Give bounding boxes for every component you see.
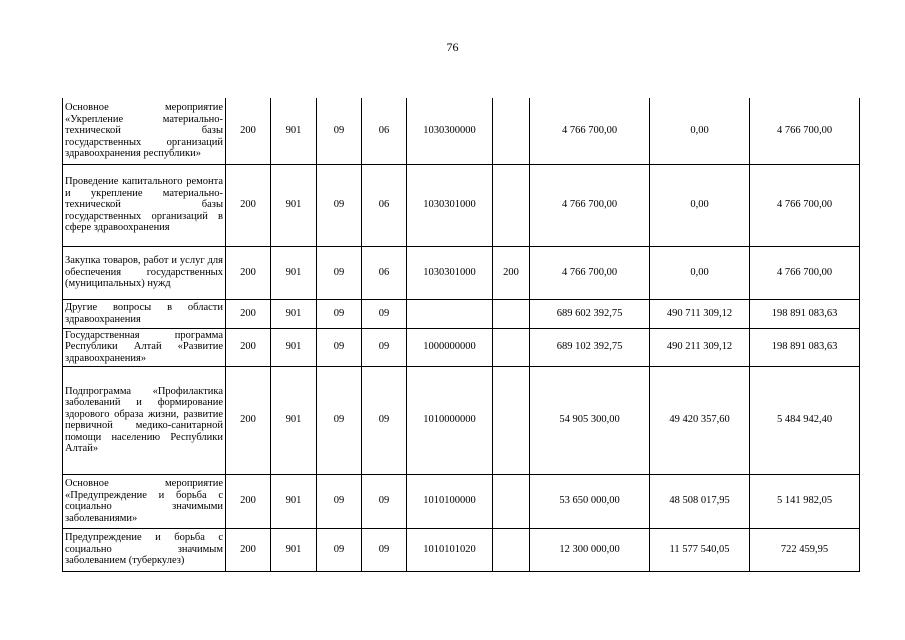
table-cell-sum-regional: 198 891 083,63 xyxy=(750,328,860,366)
table-cell-admin: 200 xyxy=(226,98,271,164)
table-cell-expense-type xyxy=(493,528,530,571)
table-row xyxy=(63,328,860,366)
table-row xyxy=(63,98,860,164)
table-cell-name: Закупка товаров, работ и услуг для обеспечения государственных (муниципальных) нужд xyxy=(63,246,226,299)
table-cell-sum-federal: 48 508 017,95 xyxy=(650,474,750,528)
table-cell-expense-type xyxy=(493,164,530,246)
table-cell-target-code: 1010000000 xyxy=(407,366,493,474)
table-cell-name: Предупреждение и борьба с социально значимым заболеванием (туберкулез) xyxy=(63,528,226,571)
table-cell-sum-regional: 4 766 700,00 xyxy=(750,246,860,299)
table-cell-target-code: 1010100000 xyxy=(407,474,493,528)
table-cell-target-code: 1000000000 xyxy=(407,328,493,366)
table-cell-sum-regional: 5 484 942,40 xyxy=(750,366,860,474)
table-cell-sum-regional: 198 891 083,63 xyxy=(750,299,860,328)
table-cell-name: Проведение капитального ремонта и укрепление материально-технической базы государственных организаций в сфере здравоохранения xyxy=(63,164,226,246)
table-cell-expense-type xyxy=(493,328,530,366)
table-cell-sum-total: 54 905 300,00 xyxy=(530,366,650,474)
table-cell-sum-total: 4 766 700,00 xyxy=(530,98,650,164)
table-cell-admin: 200 xyxy=(226,328,271,366)
table-cell-sum-federal: 11 577 540,05 xyxy=(650,528,750,571)
table-cell-target-code: 1030301000 xyxy=(407,164,493,246)
table-cell-sum-federal: 490 711 309,12 xyxy=(650,299,750,328)
table-row xyxy=(63,528,860,571)
table-cell-expense-type xyxy=(493,474,530,528)
table-cell-subsection: 06 xyxy=(362,164,407,246)
table-cell-section: 09 xyxy=(317,528,362,571)
table-cell-grbs: 901 xyxy=(271,474,317,528)
table-cell-grbs: 901 xyxy=(271,246,317,299)
table-cell-target-code: 1010101020 xyxy=(407,528,493,571)
table-cell-admin: 200 xyxy=(226,366,271,474)
table-cell-grbs: 901 xyxy=(271,528,317,571)
table-row xyxy=(63,164,860,246)
table-cell-name: Основное мероприятие «Предупреждение и борьба с социально значимыми заболеваниями» xyxy=(63,474,226,528)
table-cell-section: 09 xyxy=(317,164,362,246)
table-cell-expense-type: 200 xyxy=(493,246,530,299)
page-number: 76 xyxy=(446,40,459,54)
table-cell-target-code: 1030301000 xyxy=(407,246,493,299)
table-cell-admin: 200 xyxy=(226,474,271,528)
table-cell-target-code: 1030300000 xyxy=(407,98,493,164)
table-cell-expense-type xyxy=(493,366,530,474)
table-cell-sum-federal: 0,00 xyxy=(650,98,750,164)
table-cell-grbs: 901 xyxy=(271,164,317,246)
table-cell-sum-total: 4 766 700,00 xyxy=(530,246,650,299)
table-cell-name: Основное мероприятие «Укрепление материально-технической базы государственных организаций здравоохранения республики» xyxy=(63,98,226,164)
table-cell-sum-total: 689 102 392,75 xyxy=(530,328,650,366)
table-cell-sum-federal: 490 211 309,12 xyxy=(650,328,750,366)
table-row xyxy=(63,299,860,328)
table-cell-sum-federal: 0,00 xyxy=(650,164,750,246)
table-cell-subsection: 09 xyxy=(362,474,407,528)
table-cell-subsection: 09 xyxy=(362,328,407,366)
table-cell-target-code xyxy=(407,299,493,328)
table-row xyxy=(63,474,860,528)
table-cell-grbs: 901 xyxy=(271,98,317,164)
table-cell-sum-total: 53 650 000,00 xyxy=(530,474,650,528)
table-cell-admin: 200 xyxy=(226,299,271,328)
table-cell-admin: 200 xyxy=(226,246,271,299)
table-cell-subsection: 09 xyxy=(362,366,407,474)
table-cell-sum-total: 12 300 000,00 xyxy=(530,528,650,571)
table-cell-name: Другие вопросы в области здравоохранения xyxy=(63,299,226,328)
table-cell-sum-regional: 4 766 700,00 xyxy=(750,164,860,246)
table-cell-sum-total: 689 602 392,75 xyxy=(530,299,650,328)
table-cell-sum-federal: 49 420 357,60 xyxy=(650,366,750,474)
table-row xyxy=(63,366,860,474)
table-cell-subsection: 06 xyxy=(362,246,407,299)
table-cell-sum-regional: 5 141 982,05 xyxy=(750,474,860,528)
table-cell-section: 09 xyxy=(317,328,362,366)
table-cell-expense-type xyxy=(493,299,530,328)
table-cell-grbs: 901 xyxy=(271,366,317,474)
table-cell-sum-total: 4 766 700,00 xyxy=(530,164,650,246)
table-cell-expense-type xyxy=(493,98,530,164)
table-cell-section: 09 xyxy=(317,474,362,528)
table-cell-section: 09 xyxy=(317,299,362,328)
table-cell-section: 09 xyxy=(317,246,362,299)
table-cell-grbs: 901 xyxy=(271,299,317,328)
table-cell-section: 09 xyxy=(317,98,362,164)
table-cell-subsection: 09 xyxy=(362,528,407,571)
table-row xyxy=(63,246,860,299)
table-cell-name: Подпрограмма «Профилактика заболеваний и формирование здорового образа жизни, развитие первичной медико-санитарной помощи населению Республики Алтай» xyxy=(63,366,226,474)
table-cell-name: Государственная программа Республики Алтай «Развитие здравоохранения» xyxy=(63,328,226,366)
table-cell-admin: 200 xyxy=(226,528,271,571)
table-cell-grbs: 901 xyxy=(271,328,317,366)
table-cell-sum-regional: 4 766 700,00 xyxy=(750,98,860,164)
table-cell-section: 09 xyxy=(317,366,362,474)
table-cell-subsection: 09 xyxy=(362,299,407,328)
table-cell-subsection: 06 xyxy=(362,98,407,164)
table-cell-sum-regional: 722 459,95 xyxy=(750,528,860,571)
budget-table xyxy=(62,98,860,572)
table-cell-sum-federal: 0,00 xyxy=(650,246,750,299)
table-cell-admin: 200 xyxy=(226,164,271,246)
